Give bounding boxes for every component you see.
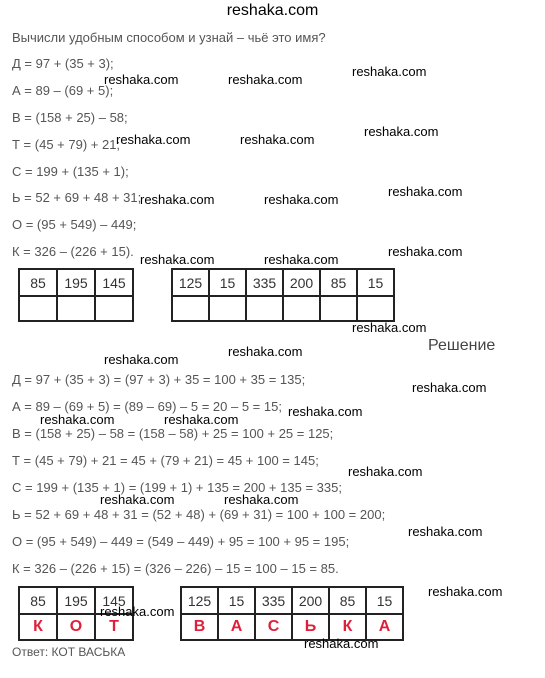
answer-cell <box>95 296 133 321</box>
table-cell: 85 <box>320 269 357 296</box>
watermark: reshaka.com <box>116 132 191 147</box>
watermark: reshaka.com <box>228 72 303 87</box>
watermark: reshaka.com <box>352 320 427 335</box>
table-cell: 85 <box>19 587 57 614</box>
answer-text: Ответ: КОТ ВАСЬКА <box>12 645 126 659</box>
answer-cell <box>283 296 320 321</box>
answer-letter-cell: К <box>19 614 57 640</box>
watermark: reshaka.com <box>352 64 427 79</box>
table-cell: 15 <box>218 587 255 614</box>
answer-cell <box>320 296 357 321</box>
watermark: reshaka.com <box>164 412 239 427</box>
watermark: reshaka.com <box>304 636 379 651</box>
watermark: reshaka.com <box>40 412 115 427</box>
solution-title: Решение <box>428 337 496 354</box>
watermark: reshaka.com <box>264 252 339 267</box>
answer-cell <box>172 296 209 321</box>
watermark: reshaka.com <box>104 352 179 367</box>
solution-soft-sign: Ь = 52 + 69 + 48 + 31 = (52 + 48) + (69 + 31) = 100 + 100 = 200; <box>12 507 386 522</box>
answer-letter-cell: С <box>255 614 292 640</box>
equation-o: О = (95 + 549) – 449; <box>12 217 137 232</box>
table-cell: 125 <box>181 587 218 614</box>
solution-d: Д = 97 + (35 + 3) = (97 + 3) + 35 = 100 + 35 = 135; <box>12 372 306 387</box>
watermark: reshaka.com <box>428 584 503 599</box>
table-cell: 145 <box>95 269 133 296</box>
table-cell: 200 <box>283 269 320 296</box>
solution-s: С = 199 + (135 + 1) = (199 + 1) + 135 = 200 + 135 = 335; <box>12 480 342 495</box>
table-cell: 15 <box>209 269 246 296</box>
solution-o: О = (95 + 549) – 449 = (549 – 449) + 95 = 100 + 95 = 195; <box>12 534 350 549</box>
answer-letter-cell: А <box>218 614 255 640</box>
answer-letter-cell: А <box>366 614 403 640</box>
watermark: reshaka.com <box>388 184 463 199</box>
equation-s: С = 199 + (135 + 1); <box>12 164 129 179</box>
table-cell: 145 <box>95 587 133 614</box>
equation-soft-sign: Ь = 52 + 69 + 48 + 31; <box>12 190 142 205</box>
watermark: reshaka.com <box>388 244 463 259</box>
answer-cell <box>209 296 246 321</box>
watermark: reshaka.com <box>228 344 303 359</box>
watermark: reshaka.com <box>140 252 215 267</box>
table-cell: 200 <box>292 587 329 614</box>
table-cell: 85 <box>19 269 57 296</box>
puzzle-table-1 <box>18 268 134 322</box>
watermark: reshaka.com <box>104 72 179 87</box>
watermark: reshaka.com <box>408 524 483 539</box>
answer-cell <box>246 296 283 321</box>
equation-t: Т = (45 + 79) + 21; <box>12 137 121 152</box>
watermark: reshaka.com <box>348 464 423 479</box>
table-cell: 15 <box>357 269 394 296</box>
watermark: reshaka.com <box>100 492 175 507</box>
table-cell: 85 <box>329 587 366 614</box>
answer-cell <box>357 296 394 321</box>
solution-k: К = 326 – (226 + 15) = (326 – 226) – 15 = 100 – 15 = 85. <box>12 561 339 576</box>
answer-letter-cell: О <box>57 614 95 640</box>
table-cell: 125 <box>172 269 209 296</box>
answer-letter-cell: Ь <box>292 614 329 640</box>
task-text: Вычисли удобным способом и узнай – чьё это имя? <box>12 30 326 45</box>
watermark: reshaka.com <box>288 404 363 419</box>
equation-v: В = (158 + 25) – 58; <box>12 110 128 125</box>
solution-v: В = (158 + 25) – 58 = (158 – 58) + 25 = 100 + 25 = 125; <box>12 426 334 441</box>
watermark: reshaka.com <box>364 124 439 139</box>
header-watermark: reshaka.com <box>226 2 319 19</box>
watermark: reshaka.com <box>264 192 339 207</box>
solution-a: А = 89 – (69 + 5) = (89 – 69) – 5 = 20 – 5 = 15; <box>12 399 282 414</box>
answer-cell <box>57 296 95 321</box>
answer-table-2 <box>180 586 404 641</box>
table-cell: 335 <box>246 269 283 296</box>
table-cell: 15 <box>366 587 403 614</box>
table-cell: 195 <box>57 587 95 614</box>
answer-letter-cell: К <box>329 614 366 640</box>
watermark: reshaka.com <box>412 380 487 395</box>
watermark: reshaka.com <box>140 192 215 207</box>
table-cell: 335 <box>255 587 292 614</box>
watermark: reshaka.com <box>224 492 299 507</box>
watermark: reshaka.com <box>100 604 175 619</box>
table-cell: 195 <box>57 269 95 296</box>
equation-a: А = 89 – (69 + 5); <box>12 83 114 98</box>
solution-t: Т = (45 + 79) + 21 = 45 + (79 + 21) = 45 + 100 = 145; <box>12 453 319 468</box>
answer-letter-cell: В <box>181 614 218 640</box>
puzzle-table-2 <box>171 268 395 322</box>
answer-letter-cell: Т <box>95 614 133 640</box>
watermark: reshaka.com <box>240 132 315 147</box>
answer-cell <box>19 296 57 321</box>
equation-d: Д = 97 + (35 + 3); <box>12 56 114 71</box>
equation-k: К = 326 – (226 + 15). <box>12 244 134 259</box>
